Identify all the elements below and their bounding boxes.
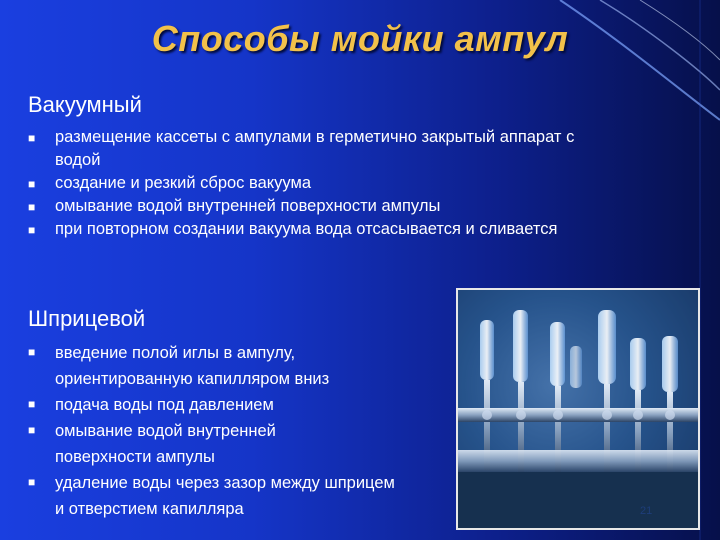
list-item xyxy=(28,126,608,172)
list-item xyxy=(28,172,608,195)
list-item xyxy=(28,195,608,218)
list-item-text: при повторном создании вакуума вода отсасывается и сливается xyxy=(55,220,558,238)
list-item-text: создание и резкий сброс вакуума xyxy=(55,174,311,192)
vacuum-method-list xyxy=(28,126,608,241)
square-bullet-icon: ■ xyxy=(28,223,36,237)
syringe-method-list xyxy=(28,340,398,522)
square-bullet-icon: ■ xyxy=(28,475,36,489)
list-item-text: размещение кассеты с ампулами в герметично закрытый аппарат с водой xyxy=(55,128,575,169)
ampoule-washing-photo xyxy=(456,288,700,530)
ampoules-illustration xyxy=(458,290,698,528)
square-bullet-icon: ■ xyxy=(28,423,36,437)
list-item xyxy=(28,470,398,522)
list-item-text: подача воды под давлением xyxy=(55,396,274,414)
list-item xyxy=(28,392,398,418)
list-item-text: введение полой иглы в ампулу, ориентированную капилляром вниз xyxy=(55,344,330,388)
section-heading-syringe: Шприцевой xyxy=(28,306,146,331)
list-item xyxy=(28,340,398,392)
slide-title: Способы мойки ампул xyxy=(151,18,569,59)
list-item xyxy=(28,418,375,470)
square-bullet-icon: ■ xyxy=(28,177,36,191)
list-item xyxy=(28,218,608,241)
square-bullet-icon: ■ xyxy=(28,397,36,411)
list-item-text: удаление воды через зазор между шприцем и отверстием капилляра xyxy=(55,474,395,518)
list-item-text: омывание водой внутренней поверхности ампулы xyxy=(55,197,441,215)
slide-number: 21 xyxy=(640,505,653,517)
square-bullet-icon: ■ xyxy=(28,131,36,145)
list-item-text: омывание водой внутренней поверхности ампулы xyxy=(55,422,276,466)
section-heading-vacuum: Вакуумный xyxy=(28,92,142,117)
square-bullet-icon: ■ xyxy=(28,345,36,359)
square-bullet-icon: ■ xyxy=(28,200,36,214)
